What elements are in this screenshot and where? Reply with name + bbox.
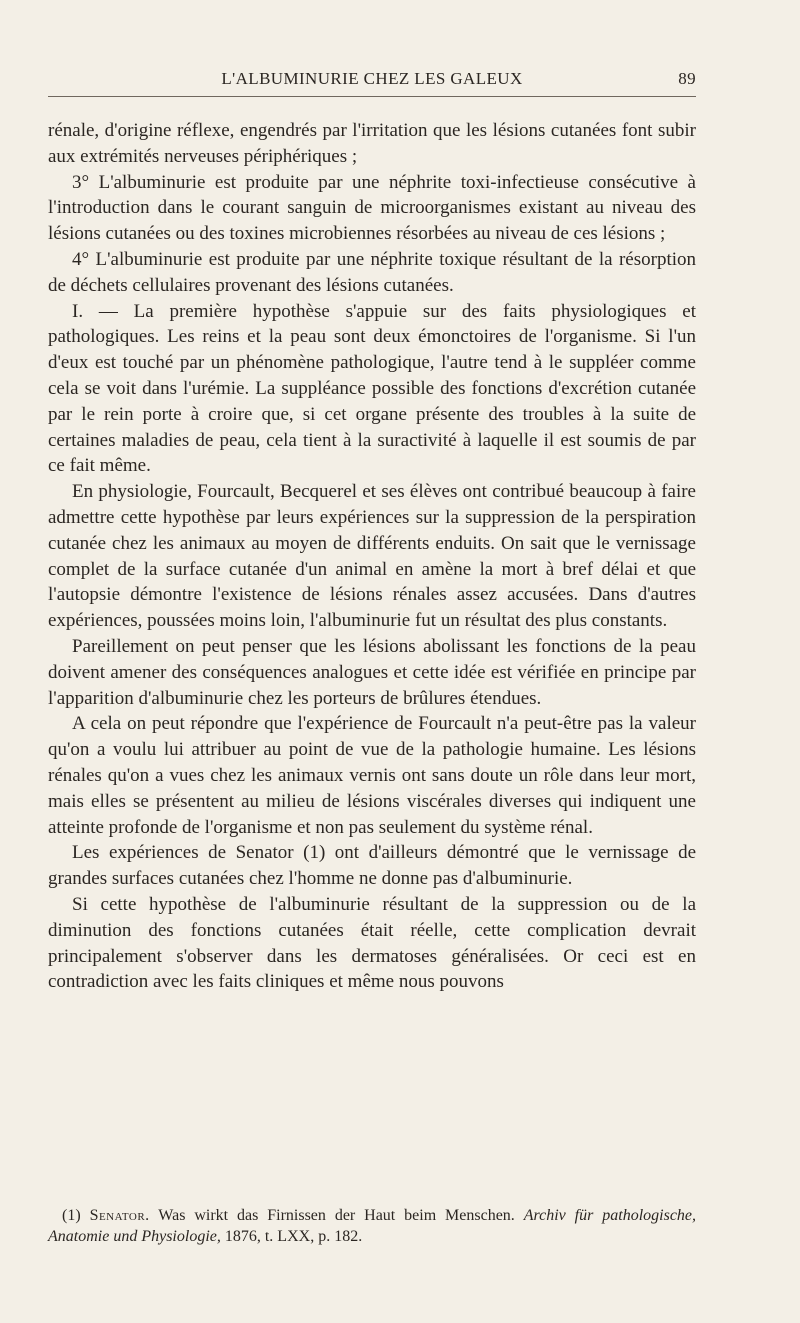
paragraph: Pareillement on peut penser que les lésions abolissant les fonctions de la peau doivent amener des conséquences analogues et cette idée est vérifiée en principe par l'apparition d'albuminurie chez les porteurs de brûlures étendues. <box>48 635 696 709</box>
page-number: 89 <box>678 69 696 88</box>
paragraph: En physiologie, Fourcault, Becquerel et ses élèves ont contribué beaucoup à faire admettre cette hypothèse par leurs expériences sur la suppression de la perspiration cutanée chez les animaux au moyen de différents enduits. On sait que le vernissage complet de la surface cutanée d'un animal en amène la mort à bref délai et que l'autopsie démontre l'existence de lésions rénales assez accusées. Dans d'autres expériences, poussées moins loin, l'albuminurie fut un résultat des plus constants. <box>48 481 696 632</box>
footnote-author: Senator. <box>89 1207 150 1224</box>
page-header <box>48 66 696 97</box>
running-title: L'ALBUMINURIE CHEZ LES GALEUX <box>221 69 523 88</box>
footnote-title: Was wirkt das Firnissen der Haut beim Menschen. <box>158 1207 515 1224</box>
paragraph: I. — La première hypothèse s'appuie sur des faits physiologiques et pathologiques. Les reins et la peau sont deux émonctoires de l'organisme. Si l'un d'eux est touché par un phénomène pathologique, l'autre tend à le suppléer comme cela se voit dans l'urémie. La suppléance possible des fonctions d'excrétion cutanée par le rein porte à croire que, si cet organe présente des troubles à la suite de certaines maladies de peau, cela tient à la suractivité à laquelle il est soumis de par ce fait même. <box>48 300 696 477</box>
footnote-marker: (1) <box>62 1207 81 1224</box>
paragraph: A cela on peut répondre que l'expérience de Fourcault n'a peut-être pas la valeur qu'on a voulu lui attribuer au point de vue de la pathologie humaine. Les lésions rénales qu'on a vues chez les animaux vernis ont sans doute un rôle dans leur mort, mais elles se présentent au milieu de lésions viscérales diverses qui indiquent une atteinte profonde de l'organisme et non pas seulement du système rénal. <box>48 713 696 838</box>
footnote <box>48 1205 696 1247</box>
paragraph: rénale, d'origine réflexe, engendrés par l'irritation que les lésions cutanées font subir aux extrémités nerveuses périphériques ; <box>48 120 696 167</box>
body-text <box>48 118 696 995</box>
paragraph: Les expériences de Senator (1) ont d'ailleurs démontré que le vernissage de grandes surfaces cutanées chez l'homme ne donne pas d'albuminurie. <box>48 842 696 890</box>
footnote-journal: Archiv für pathologische, Anatomie und Physiologie, <box>48 1207 697 1245</box>
paragraph: 4° L'albuminurie est produite par une néphrite toxique résultant de la résorption de déchets cellulaires provenant des lésions cutanées. <box>48 248 696 296</box>
paragraph: Si cette hypothèse de l'albuminurie résultant de la suppression ou de la diminution des fonctions cutanées était réelle, cette complication devrait principalement s'observer dans les dermatoses généralisées. Or ceci est en contradiction avec les faits cliniques et même nous pouvons <box>48 893 696 993</box>
paragraph: 3° L'albuminurie est produite par une néphrite toxi-infectieuse consécutive à l'introduction dans le courant sanguin de microorganismes existant au niveau des lésions cutanées ou des toxines microbiennes résorbées au niveau de ces lésions ; <box>48 171 696 245</box>
footnote-details: 1876, t. LXX, p. 182. <box>224 1228 363 1245</box>
